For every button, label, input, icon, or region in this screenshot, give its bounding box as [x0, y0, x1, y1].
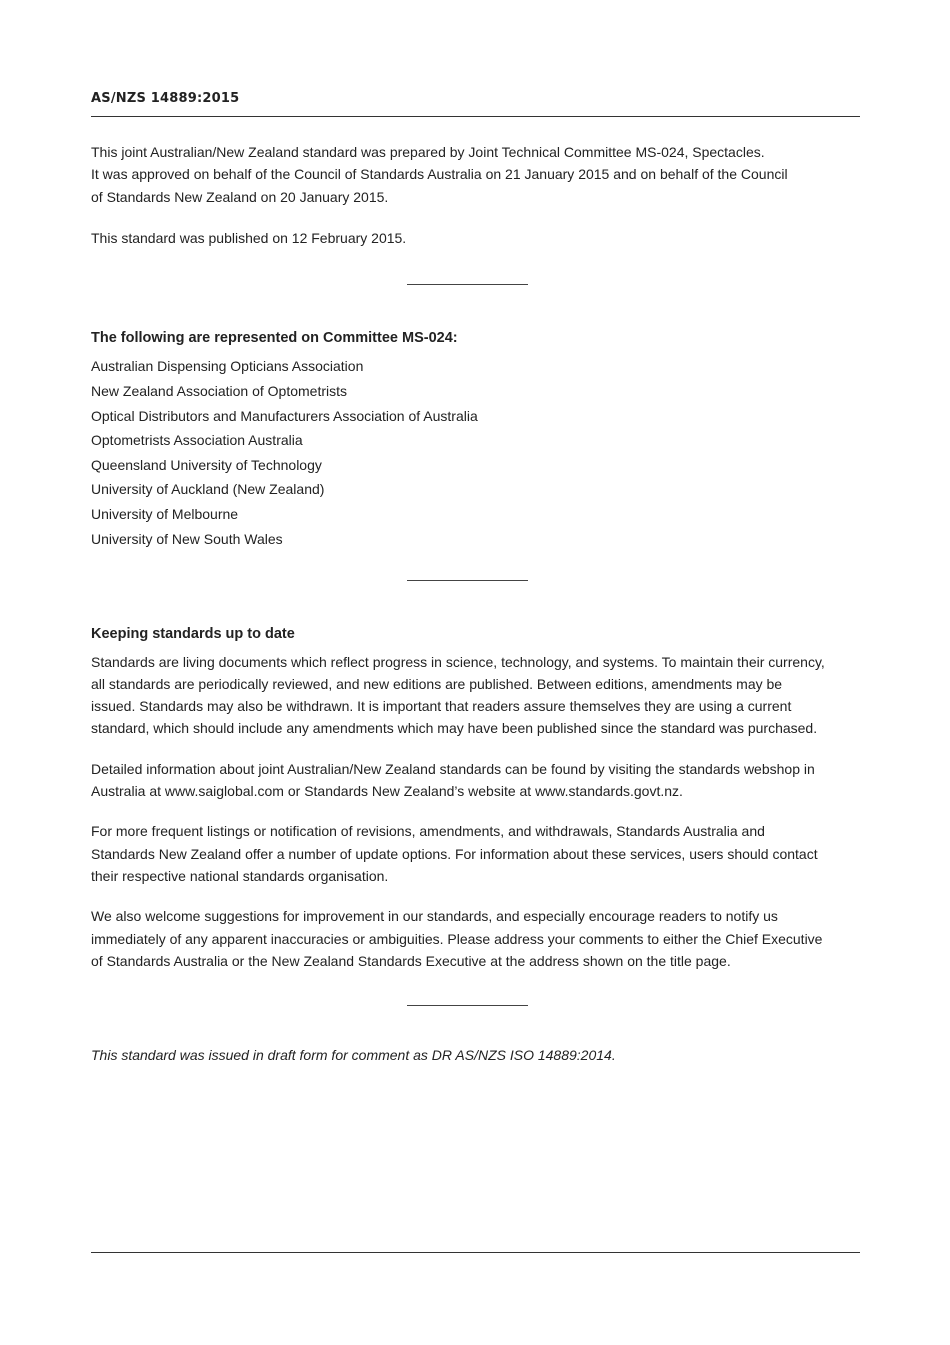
paragraph-line: Standards New Zealand offer a number of update options. For information about these services, users should contact [91, 845, 818, 862]
committee-member: New Zealand Association of Optometrists [91, 383, 348, 400]
paragraph-line: Australia at www.saiglobal.com or Standards New Zealand’s website at www.standards.govt.nz. [91, 783, 683, 800]
paragraph-update-options [91, 820, 860, 887]
committee-member: University of Melbourne [91, 506, 239, 523]
preparation-line-2: It was approved on behalf of the Council of Standards Australia on 21 January 2015 and on behalf of the Council [91, 166, 788, 183]
committee-heading: The following are represented on Committee MS-024: [91, 330, 458, 347]
committee-section [91, 327, 860, 551]
paragraph-line: Detailed information about joint Australian/New Zealand standards can be found by visiting the standards webshop in [91, 760, 815, 777]
paragraph-line: all standards are periodically reviewed, and new editions are published. Between editions, amendments may be [91, 675, 783, 692]
section-divider [407, 580, 528, 581]
paragraph-line: Standards are living documents which reflect progress in science, technology, and systems. To maintain their currency, [91, 653, 825, 670]
document-id: AS/NZS 14889:2015 [91, 91, 240, 106]
paragraph-line: their respective national standards organisation. [91, 867, 389, 884]
paragraph-line: For more frequent listings or notification of revisions, amendments, and withdrawals, Standards Australia and [91, 823, 765, 840]
preparation-line-1: This joint Australian/New Zealand standard was prepared by Joint Technical Committee MS-024, Spectacles. [91, 144, 765, 160]
paragraph-suggestions [91, 905, 860, 972]
published-date-statement: This standard was published on 12 February 2015. [91, 229, 407, 246]
paragraph-line: We also welcome suggestions for improvement in our standards, and especially encourage readers to notify us [91, 908, 778, 925]
paragraph-webshop-info [91, 758, 860, 803]
committee-member: Optical Distributors and Manufacturers Association of Australia [91, 407, 478, 424]
committee-member: Australian Dispensing Opticians Association [91, 358, 364, 375]
page-header [91, 90, 860, 117]
paragraph-living-documents [91, 651, 860, 740]
paragraph-line: of Standards Australia or the New Zealand Standards Executive at the address shown on the title page. [91, 952, 731, 969]
section-divider [407, 284, 528, 285]
paragraph-line: immediately of any apparent inaccuracies or ambiguities. Please address your comments to either the Chief Executive [91, 930, 823, 947]
keeping-up-to-date-heading: Keeping standards up to date [91, 626, 295, 643]
paragraph-line: standard, which should include any amendments which may have been published since the standard was purchased. [91, 720, 818, 737]
page-content [91, 141, 860, 1066]
footer-rule [91, 1252, 860, 1253]
preparation-line-3: of Standards New Zealand on 20 January 2015. [91, 188, 389, 205]
committee-member: University of New South Wales [91, 530, 283, 547]
committee-member: Queensland University of Technology [91, 456, 322, 473]
keeping-up-to-date-section [91, 623, 860, 972]
committee-member: University of Auckland (New Zealand) [91, 481, 325, 498]
section-divider [407, 1005, 528, 1006]
draft-note: This standard was issued in draft form for comment as DR AS/NZS ISO 14889:2014. [91, 1047, 616, 1064]
committee-member-list [91, 354, 860, 551]
paragraph-line: issued. Standards may also be withdrawn. It is important that readers assure themselves they are using a current [91, 698, 792, 715]
preparation-section [91, 141, 860, 249]
committee-member: Optometrists Association Australia [91, 432, 303, 449]
